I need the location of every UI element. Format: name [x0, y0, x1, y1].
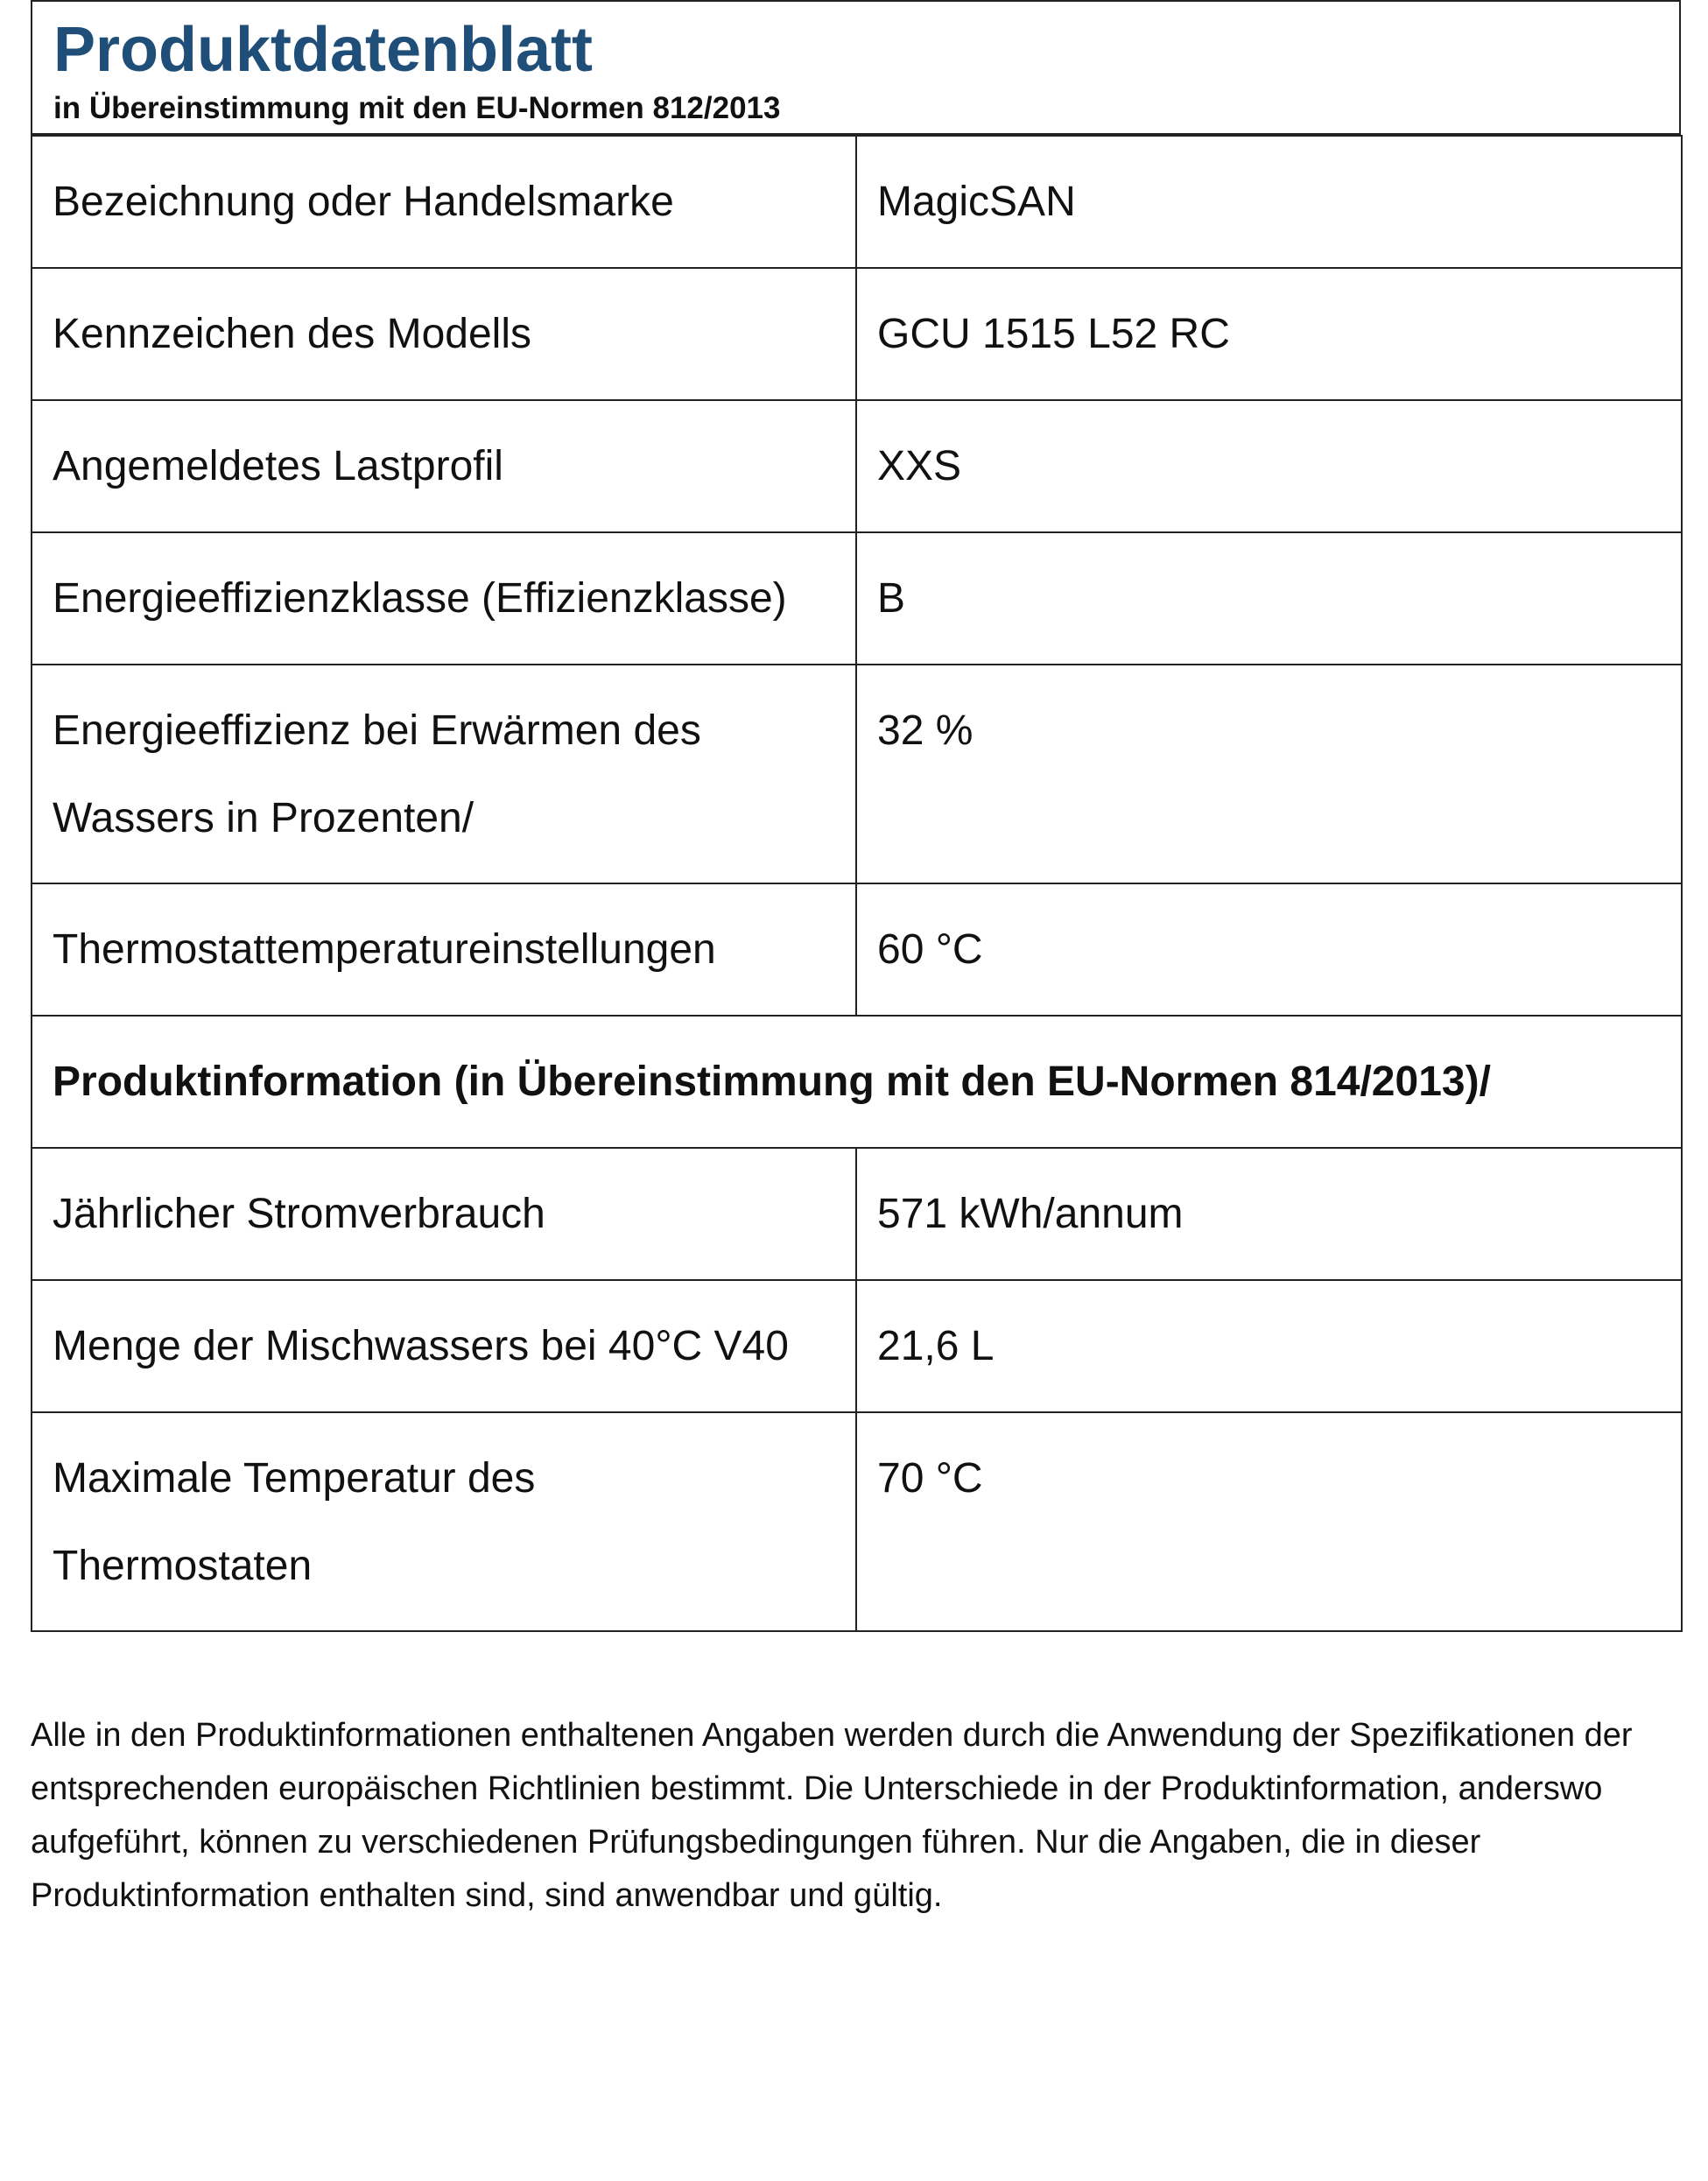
product-data-sheet	[31, 0, 1681, 1632]
row-label-line: Energieeffizienz bei Erwärmen des	[53, 707, 701, 754]
table-row	[32, 883, 1682, 1016]
page-title: Produktdatenblatt	[53, 15, 594, 85]
row-label: Kennzeichen des Modells	[32, 268, 856, 400]
section-title: Produktinformation (in Übereinstimmung mit den EU-Normen 814/2013)/	[32, 1016, 1682, 1148]
product-data-table	[31, 135, 1683, 1632]
table-row	[32, 268, 1682, 400]
row-value: GCU 1515 L52 RC	[856, 268, 1682, 400]
row-value: XXS	[856, 400, 1682, 532]
row-value: 70 °C	[856, 1412, 1682, 1631]
table-row	[32, 532, 1682, 665]
row-value: B	[856, 532, 1682, 665]
row-label: Menge der Mischwassers bei 40°C V40	[32, 1280, 856, 1412]
table-row	[32, 400, 1682, 532]
table-row	[32, 1148, 1682, 1280]
table-row	[32, 1412, 1682, 1631]
row-label: Bezeichnung oder Handelsmarke	[32, 136, 856, 268]
row-value: 32 %	[856, 665, 1682, 883]
row-value: 571 kWh/annum	[856, 1148, 1682, 1280]
disclaimer-paragraph: Alle in den Produktinformationen enthaltenen Angaben werden durch die Anwendung der Spezifikationen der entsprechenden europäischen Richtlinien bestimmt. Die Unterschiede in der Produktinformation, anderswo aufgeführt, können zu verschiedenen Prüfungsbedingungen führen. Nur die Angaben, die in dieser Produktinformation enthalten sind, sind anwendbar und gültig.	[31, 1717, 1633, 1914]
row-label: Energieeffizienzklasse (Effizienzklasse)	[32, 532, 856, 665]
row-value: 60 °C	[856, 883, 1682, 1016]
row-label: Thermostattemperatureinstellungen	[32, 883, 856, 1016]
row-label: Angemeldetes Lastprofil	[32, 400, 856, 532]
table-row	[32, 1280, 1682, 1412]
row-label-line: Wassers in Prozenten/	[53, 795, 474, 841]
row-label	[32, 665, 856, 883]
sheet-header	[31, 0, 1681, 135]
page-subtitle: in Übereinstimmung mit den EU-Normen 812/2013	[53, 91, 781, 125]
row-label-line: Thermostaten	[53, 1543, 313, 1589]
table-row	[32, 665, 1682, 883]
table-row	[32, 136, 1682, 268]
row-label-line: Maximale Temperatur des	[53, 1455, 536, 1502]
section-header-row	[32, 1016, 1682, 1148]
row-label: Jährlicher Stromverbrauch	[32, 1148, 856, 1280]
row-value: MagicSAN	[856, 136, 1682, 268]
row-label	[32, 1412, 856, 1631]
row-value: 21,6 L	[856, 1280, 1682, 1412]
